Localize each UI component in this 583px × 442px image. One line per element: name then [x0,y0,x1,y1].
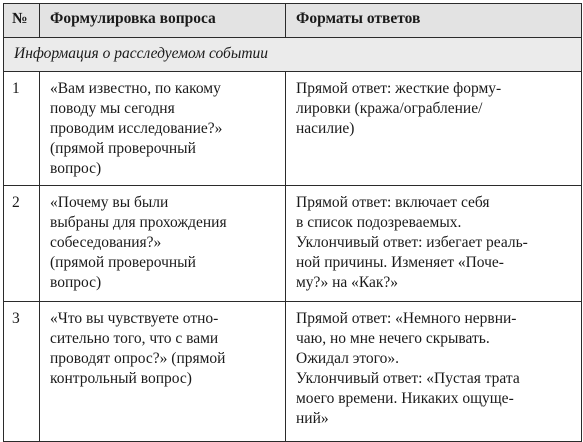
row-number: 2 [4,186,40,302]
question-line: проводят опрос?» (прямой [50,350,226,367]
answer-line: Прямой ответ: жесткие форму- [296,80,502,97]
header-answers: Форматы ответов [286,4,582,38]
questions-table [3,3,582,442]
question-cell [40,186,286,302]
question-line: поводу мы сегодня [50,100,175,117]
section-row [4,38,582,72]
question-line: «Почему вы были [50,194,169,211]
question-line: «Что вы чувствуете отно- [50,310,219,327]
header-row [4,4,582,38]
answer-line: в список подозреваемых. [296,214,462,231]
answer-line: насилие) [296,120,355,137]
question-cell [40,302,286,442]
answer-line: лировки (кража/ограбление/ [296,100,483,117]
question-line: собеседования?» [50,234,162,251]
question-cell [40,72,286,186]
question-line: контрольный вопрос) [50,370,192,387]
answer-line: чаю, но мне нечего скрывать. [296,330,490,347]
question-line: (прямой проверочный [50,140,196,157]
header-question: Формулировка вопроса [40,4,286,38]
answer-line: ний» [296,410,329,427]
row-number: 3 [4,302,40,442]
section-title: Информация о расследуемом событии [4,38,582,72]
answer-line: моего времени. Никаких ощуще- [296,390,514,407]
answer-line: Ожидал этого». [296,350,400,367]
question-line: «Вам известно, по какому [50,80,221,97]
table-row [4,186,582,302]
question-line: (прямой проверочный [50,254,196,271]
answer-line: Прямой ответ: включает себя [296,194,490,211]
answer-cell [286,186,582,302]
answer-line: Уклончивый ответ: «Пустая трата [296,370,520,387]
answer-line: му?» на «Как?» [296,274,399,291]
answer-cell [286,72,582,186]
question-line: выбраны для прохождения [50,214,227,231]
question-line: вопрос) [50,160,102,177]
answer-line: Уклончивый ответ: избегает реаль- [296,234,528,251]
question-line: проводим исследование?» [50,120,223,137]
table-row [4,302,582,442]
question-line: вопрос) [50,274,102,291]
table-row [4,72,582,186]
question-line: сительно того, что с вами [50,330,219,347]
answer-cell [286,302,582,442]
row-number: 1 [4,72,40,186]
header-number: № [4,4,40,38]
answer-line: ной причины. Изменяет «Поче- [296,254,504,271]
answer-line: Прямой ответ: «Немного нервни- [296,310,517,327]
